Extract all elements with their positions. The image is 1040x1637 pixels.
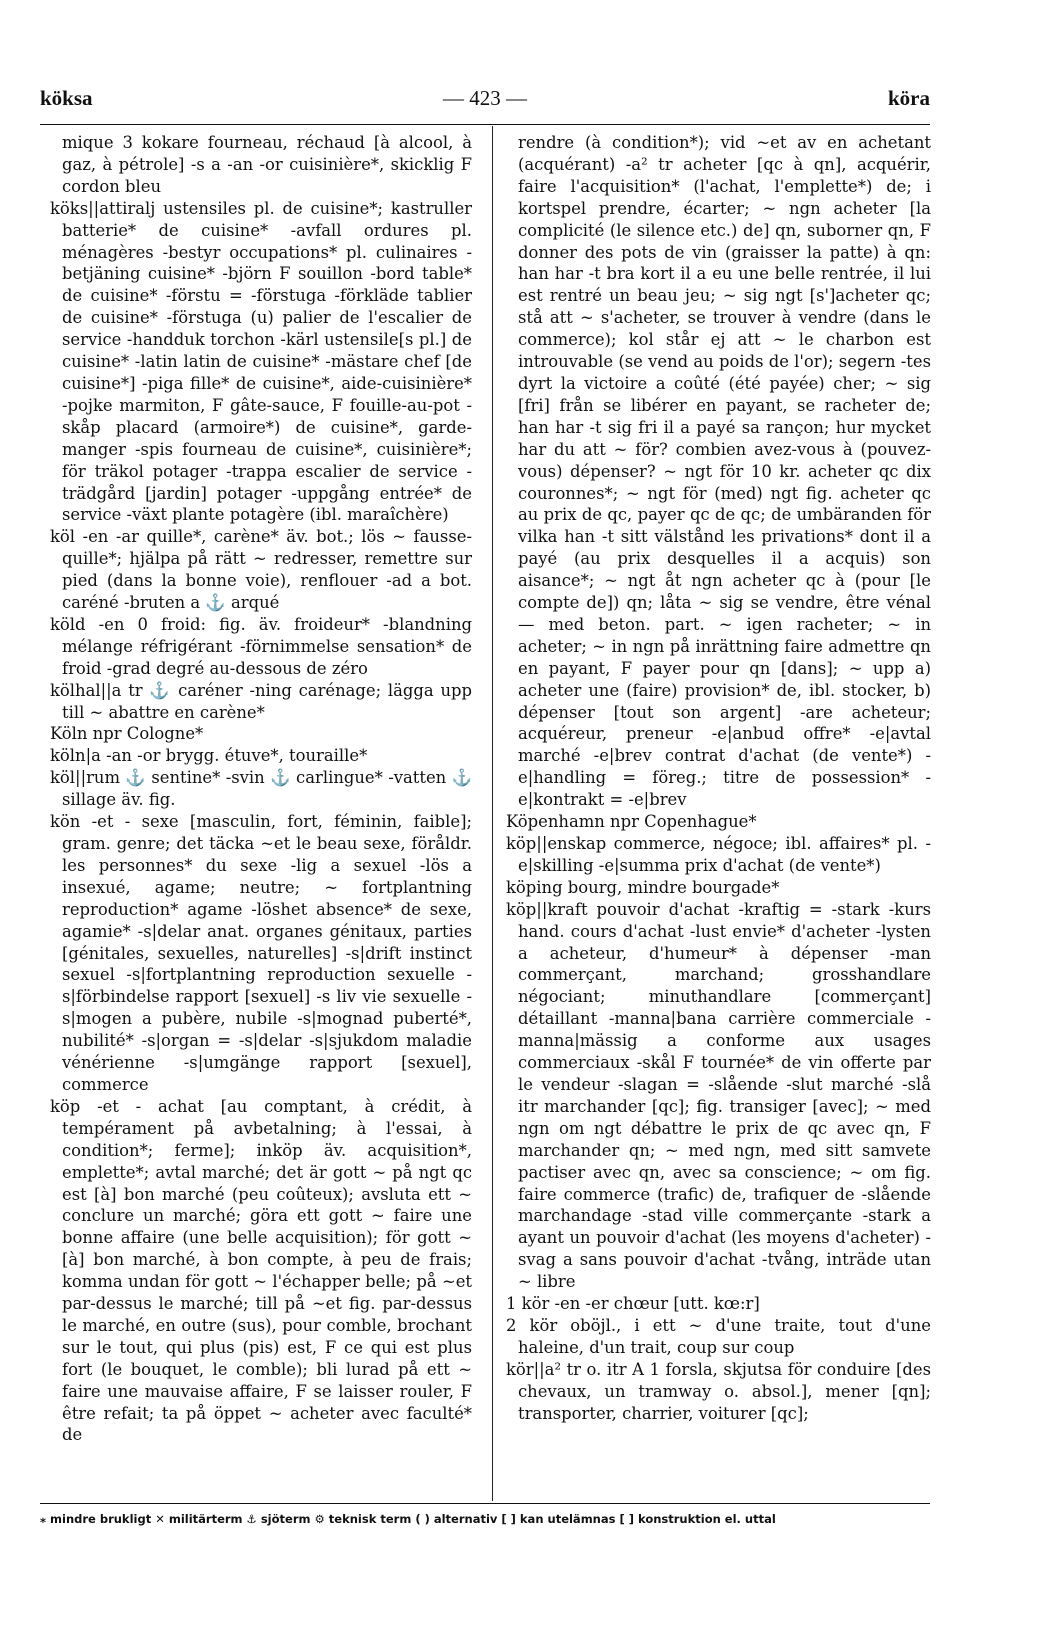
dictionary-entry: Köln npr Cologne* <box>50 724 204 744</box>
header-rule <box>40 124 930 125</box>
dictionary-entry: 1 kör -en -er chœur [utt. kœ:r] <box>506 1294 760 1314</box>
dictionary-entry: köln|a -an -or brygg. étuve*, touraille* <box>50 746 368 766</box>
column-divider <box>492 126 493 1501</box>
dictionary-entry: köp -et - achat [au comptant, à crédit, à tempérament på avbetalning; à l'essai, à condition*; ferme]; inköp äv. acquisition*, emplette*; avtal marché; det är gott ~ på ngt qc est [à] bon marché (peu coûteux); avsluta ett ~ conclure un marché; göra ett gott ~ faire une bonne affaire (une belle acquisition); för gott ~ [à] bon marché, à bon compte, à peu de frais; komma undan för gott ~ l'échapper belle; på ~et par-dessus le marché; till på ~et fig. par-dessus le marché, en outre (sus), pour comble, brochant sur le tout, qui plus (pis) est, F ce qui est plus fort (le bouquet, le comble); bli lurad på ett ~ faire une mauvaise affaire, F se laisser rouler, F être refait; ta på öppet ~ acheter avec faculté* de <box>50 1096 472 1445</box>
footer-rule <box>40 1503 930 1504</box>
dictionary-entry: köp||enskap commerce, négoce; ibl. affaires* pl. -e|skilling -e|summa prix d'achat (de vente*) <box>506 834 931 875</box>
header-first-word: köksa <box>40 86 93 110</box>
entry-continuation: mique 3 kokare fourneau, réchaud [à alcool, à gaz, à pétrole] -s a -an -or cuisinière*, skicklig F cordon bleu <box>62 133 472 196</box>
dictionary-entry: kör||a² tr o. itr A 1 forsla, skjutsa för conduire [des chevaux, un tramway o. absol.], mener [qn]; transporter, charrier, voiturer [qc]; <box>506 1359 931 1423</box>
dictionary-entry: köld -en 0 froid: fig. äv. froideur* -blandning mélange réfrigérant -förnimmelse sensation* de froid -grad degré au-dessous de zéro <box>50 614 472 678</box>
dictionary-entry: köks||attiralj ustensiles pl. de cuisine*; kastruller batterie* de cuisine* -avfall ordures pl. ménagères -bestyr occupations* pl. culinaires -betjäning cuisine* -björn F souillon -bord table* de cuisine* -förstu = -förstuga -förkläde tablier de cuisine* -förstuga (u) palier de l'escalier de service -handduk torchon -kärl ustensile[s pl.] de cuisine* -latin latin de cuisine* -mästare chef [de cuisine*] -piga fille* de cuisine*, aide-cuisinière* -pojke marmiton, F gâte-sauce, F fouille-au-pot -skåp placard (armoire*) de cuisine*, garde-manger -spis fourneau de cuisine*, cuisinière*; för träkol potager -trappa escalier de service -trädgård [jardin] potager -uppgång entrée* de service -växt plante potagère (ibl. maraîchère) <box>50 198 472 525</box>
header-last-word: köra <box>888 86 930 110</box>
dictionary-entry: köping bourg, mindre bourgade* <box>506 877 780 897</box>
dictionary-entry: 2 kör oböjl., i ett ~ d'une traite, tout d'une haleine, d'un trait, coup sur coup <box>506 1315 931 1357</box>
dictionary-entry: Köpenhamn npr Copenhague* <box>506 812 757 832</box>
page-header <box>40 86 930 116</box>
dictionary-entry: kön -et - sexe [masculin, fort, féminin, faible]; gram. genre; det täcka ~et le beau sexe, föråldr. les personnes* du sexe -lig a sexuel -lös a insexué, agame; neutre; ~ fortplantning reproduction* agame -löshet absence* de sexe, agamie* -s|delar anat. organes génitaux, parties [génitales, sexuelles, naturelles] -s|drift instinct sexuel -s|fortplantning reproduction sexuelle -s|förbindelse rapport [sexuel] -s liv vie sexuelle -s|mogen a pubère, nubile -s|mognad puberté*, nubilité* -s|organ = -s|delar -s|sjukdom maladie vénérienne -s|umgänge rapport [sexuel], commerce <box>50 812 472 1094</box>
right-column <box>506 132 931 1424</box>
entry-continuation: rendre (à condition*); vid ~et av en achetant (acquérant) -a² tr acheter [qc à qn], acquérir, faire l'acquisition* (l'achat, l'emplette*) de; i kortspel prendre, écarter; ~ ngn acheter [la complicité (le silence etc.) de] qn, suborner qn, F donner des pots de vin (graisser la patte) à qn: han har -t bra kort il a eu une belle rentrée, il lui est rentré un beau jeu; ~ sig ngt [s']acheter qc; stå att ~ s'acheter, se trouver à vendre (dans le commerce); kol står ej att ~ le charbon est introuvable (se vend au poids de l'or); segern -tes dyrt la victoire a coûté (été payée) cher; ~ sig [fri] från se libérer en payant, se racheter de; han har -t sig fri il a payé sa rançon; hur mycket har du att ~ för? combien avez-vous à (pouvez-vous) dépenser? ~ ngt för 10 kr. acheter qc dix couronnes*; ~ ngt för (med) ngt fig. acheter qc au prix de qc, payer qc de qc; de umbäranden för vilka han -t sitt välstånd les privations* dont il a payé (au prix desquelles il a acquis) son aisance*; ~ ngt åt ngn acheter qc à (pour [le compte de]) qn; låta ~ sig se vendre, être vénal — med beton. part. ~ igen racheter; ~ in acheter; ~ in ngn på inrättning faire admettre qn en payant, F payer pour qn [dans]; ~ upp a) acheter une (faire) provision* de, ibl. stocker, b) dépenser [tout son argent] -are acheteur; acquéreur, preneur -e|anbud offre* -e|avtal marché -e|brev contrat d'achat (de vente*) -e|handling = föreg.; titre de possession* -e|kontrakt = -e|brev <box>518 133 931 810</box>
dictionary-entry: kölhal||a tr ⚓ caréner -ning carénage; lägga upp till ~ abattre en carène* <box>50 680 472 722</box>
dictionary-entry: köl||rum ⚓ sentine* -svin ⚓ carlingue* -vatten ⚓ sillage äv. fig. <box>50 768 472 810</box>
left-column <box>50 132 472 1446</box>
symbol-legend: ⁎ mindre brukligt ✕ militärterm ⚓ sjöterm ⚙ teknisk term ( ) alternativ [ ] kan utelämnas [ ] konstruktion el. uttal <box>40 1512 776 1526</box>
dictionary-entry: köp||kraft pouvoir d'achat -kraftig = -stark -kurs hand. cours d'achat -lust envie* d'acheter -lysten a acheteur, d'humeur* à dépenser -man commerçant, marchand; grosshandlare négociant; minuthandlare [commerçant] détaillant -manna|bana carrière commerciale -manna|mässig a conforme aux usages commerciaux -skål F tournée* de vin offerte par le vendeur -slagan = -slående -slut marché -slå itr marchander [qc]; fig. transiger [avec]; ~ med ngn om ngt débattre le prix de qc avec qn, F marchander qn; ~ med ngn, med sitt samvete pactiser avec qn, avec sa conscience; ~ om fig. faire commerce (trafic) de, trafiquer de -slående marchandage -stad ville commerçante -stark a ayant un pouvoir d'achat (les moyens d'acheter) -svag a sans pouvoir d'achat -tvång, inträde utan ~ libre <box>506 899 931 1292</box>
dictionary-entry: köl -en -ar quille*, carène* äv. bot.; lös ~ fausse-quille*; hjälpa på rätt ~ redresser, remettre sur pied (dans la bonne voie), renflouer -ad a bot. caréné -bruten a ⚓ arqué <box>50 527 472 613</box>
page-number: — 423 — <box>443 86 527 110</box>
